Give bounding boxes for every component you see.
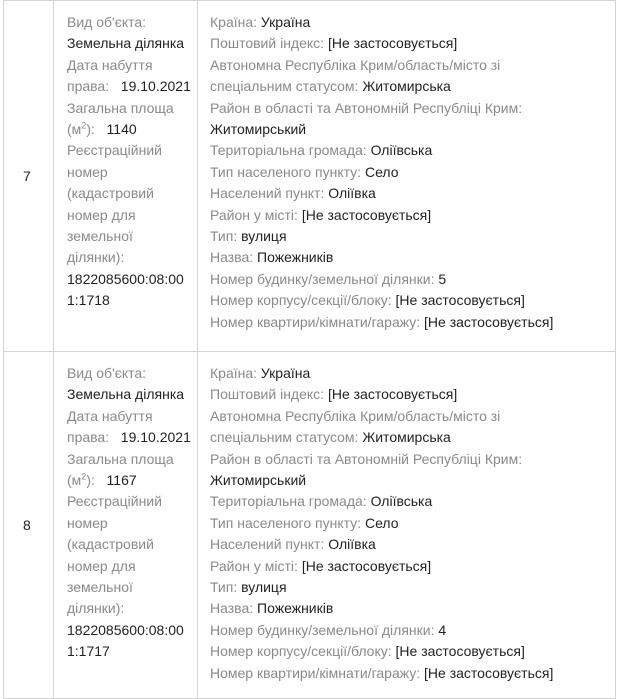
cadastral-number-2: 1:1717: [67, 643, 110, 660]
district-value: Житомирський: [210, 121, 307, 138]
region-label: Автономна Республіка Крим/область/місто зі: [210, 407, 501, 424]
postal-value: [Не застосовується]: [327, 35, 458, 52]
acquisition-date-value: 19.10.2021: [120, 78, 191, 95]
cadastral-label-3: (кадастровий: [67, 185, 154, 202]
area-unit-open: (м: [67, 472, 82, 489]
city-district-label: Район у місті:: [210, 206, 298, 223]
address-cell: [198, 352, 616, 699]
total-area-value: 1167: [106, 472, 137, 489]
total-area-label: Загальна площа: [67, 450, 174, 467]
settlement-type-label: Тип населеного пункту:: [210, 514, 362, 531]
settlement-label: Населений пункт:: [210, 185, 325, 202]
record-row: [4, 352, 616, 699]
street-type-value: вулиця: [241, 228, 287, 245]
record-row: [4, 1, 616, 352]
settlement-label: Населений пункт:: [210, 536, 325, 553]
country-value: Україна: [260, 365, 311, 381]
region-label-cont: спеціальним статусом:: [210, 78, 359, 95]
settlement-type-value: Село: [364, 514, 399, 531]
city-district-value: [Не застосовується]: [301, 557, 432, 574]
apartment-value: [Не застосовується]: [424, 313, 554, 330]
cadastral-label-4: номер для: [67, 557, 136, 574]
block-value: [Не застосовується]: [395, 643, 525, 660]
building-value: 5: [438, 270, 447, 287]
street-type-label: Тип:: [210, 579, 238, 596]
area-unit-close: ):: [86, 472, 95, 489]
apartment-label: Номер квартири/кімнати/гаражу:: [210, 313, 421, 330]
area-unit-close: ):: [86, 121, 95, 138]
region-label-cont: спеціальним статусом:: [210, 429, 359, 446]
building-label: Номер будинку/земельної ділянки:: [210, 621, 435, 638]
city-district-label: Район у місті:: [210, 557, 298, 574]
community-value: Оліївська: [370, 493, 433, 510]
object-type-value: Земельна ділянка: [67, 35, 185, 52]
object-type-label: Вид об'єкта:: [67, 365, 147, 381]
area-unit-open: (м: [67, 121, 82, 138]
community-label: Територіальна громада:: [210, 493, 367, 510]
acquisition-date-label-cont: права:: [67, 78, 110, 95]
object-type-label: Вид об'єкта:: [67, 14, 147, 30]
block-label: Номер корпусу/секції/блоку:: [210, 292, 392, 309]
cadastral-number-1: 1822085600:08:00: [67, 270, 184, 287]
cadastral-number-1: 1822085600:08:00: [67, 621, 184, 638]
total-area-label: Загальна площа: [67, 99, 174, 116]
acquisition-date-value: 19.10.2021: [120, 429, 191, 446]
region-value: Житомирська: [362, 78, 451, 95]
street-name-label: Назва:: [210, 600, 254, 617]
cadastral-label-1: Реєстраційний: [67, 493, 162, 510]
street-name-value: Пожежників: [257, 600, 334, 617]
acquisition-date-label: Дата набуття: [67, 56, 153, 73]
cadastral-label-2: номер: [67, 514, 108, 531]
cadastral-label-5: земельної: [67, 228, 133, 245]
acquisition-date-label-cont: права:: [67, 429, 110, 446]
cadastral-label-1: Реєстраційний: [67, 142, 162, 159]
object-info-cell: [54, 1, 198, 352]
street-name-label: Назва:: [210, 249, 254, 266]
region-label: Автономна Республіка Крим/область/місто зі: [210, 56, 501, 73]
address-cell: [198, 1, 616, 352]
street-type-label: Тип:: [210, 228, 238, 245]
postal-value: [Не застосовується]: [327, 386, 458, 403]
settlement-type-value: Село: [364, 163, 399, 180]
building-value: 4: [438, 621, 447, 638]
cadastral-label-5: земельної: [67, 579, 133, 596]
record-number-cell: [4, 352, 54, 699]
street-type-value: вулиця: [241, 579, 287, 596]
district-value: Житомирський: [210, 472, 307, 489]
object-info-cell: [54, 352, 198, 699]
apartment-value: [Не застосовується]: [424, 664, 554, 681]
district-label: Район в області та Автономній Республіці Крим:: [210, 450, 523, 467]
cadastral-number-2: 1:1718: [67, 292, 110, 309]
cadastral-label-2: номер: [67, 163, 108, 180]
settlement-value: Оліївка: [328, 185, 376, 202]
area-unit-sup: 2: [81, 471, 87, 482]
cadastral-label-6: ділянки):: [67, 600, 125, 617]
community-value: Оліївська: [370, 142, 433, 159]
acquisition-date-label: Дата набуття: [67, 407, 153, 424]
cadastral-label-4: номер для: [67, 206, 136, 223]
object-type-value: Земельна ділянка: [67, 386, 185, 403]
record-number: 7: [23, 168, 31, 184]
record-number-cell: [4, 1, 54, 352]
country-value: Україна: [260, 14, 311, 30]
settlement-value: Оліївка: [328, 536, 376, 553]
property-records-table: [3, 0, 616, 699]
postal-label: Поштовий індекс:: [210, 386, 325, 403]
record-number: 8: [23, 517, 31, 533]
country-label: Країна:: [210, 365, 258, 381]
total-area-value: 1140: [106, 121, 137, 138]
city-district-value: [Не застосовується]: [301, 206, 432, 223]
street-name-value: Пожежників: [257, 249, 334, 266]
area-unit-sup: 2: [81, 120, 87, 131]
settlement-type-label: Тип населеного пункту:: [210, 163, 362, 180]
building-label: Номер будинку/земельної ділянки:: [210, 270, 435, 287]
cadastral-label-3: (кадастровий: [67, 536, 154, 553]
community-label: Територіальна громада:: [210, 142, 367, 159]
block-value: [Не застосовується]: [395, 292, 525, 309]
country-label: Країна:: [210, 14, 258, 30]
block-label: Номер корпусу/секції/блоку:: [210, 643, 392, 660]
region-value: Житомирська: [362, 429, 451, 446]
cadastral-label-6: ділянки):: [67, 249, 125, 266]
postal-label: Поштовий індекс:: [210, 35, 325, 52]
district-label: Район в області та Автономній Республіці Крим:: [210, 99, 523, 116]
apartment-label: Номер квартири/кімнати/гаражу:: [210, 664, 421, 681]
